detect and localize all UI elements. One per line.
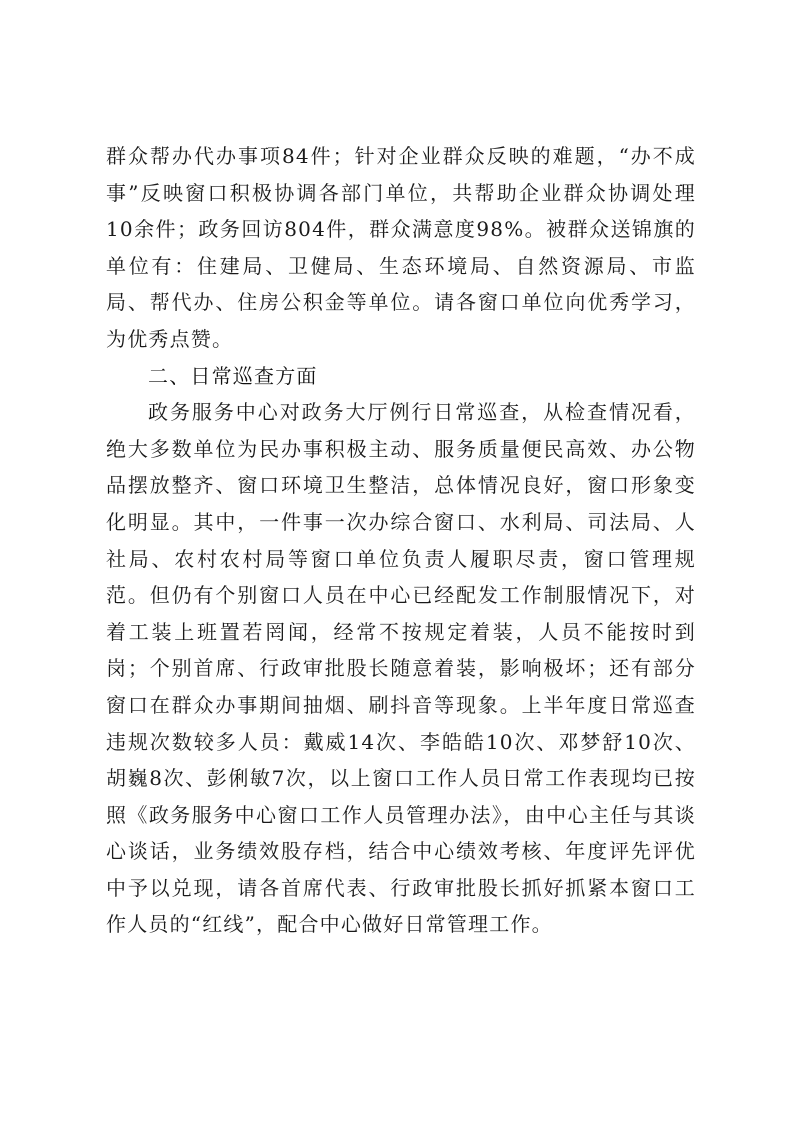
section-heading-daily-inspection: 二、日常巡查方面 — [148, 363, 318, 388]
document-body — [106, 138, 696, 943]
paragraph-daily-inspection: 政务服务中心对政务大厅例行日常巡查，从检查情况看，绝大多数单位为民办事积极主动、服务质量便民高效、办公物品摆放整齐、窗口环境卫生整洁，总体情况良好，窗口形象变化明显。其中，一件事一次办综合窗口、水利局、司法局、人社局、农村农村局等窗口单位负责人履职尽责，窗口管理规范。但仍有个别窗口人员在中心已经配发工作制服情况下，对着工装上班置若罔闻，经常不按规定着装，人员不能按时到岗；个别首席、行政审批股长随意着装，影响极坏；还有部分窗口在群众办事期间抽烟、刷抖音等现象。上半年度日常巡查违规次数较多人员：戴威14次、李皓皓10次、邓梦舒10次、胡巍8次、彭俐敏7次，以上窗口工作人员日常工作表现均已按照《政务服务中心窗口工作人员管理办法》，由中心主任与其谈心谈话，业务绩效股存档，结合中心绩效考核、年度评先评优中予以兑现，请各首席代表、行政审批股长抓好抓紧本窗口工作人员的“红线”，配合中心做好日常管理工作。 — [106, 400, 696, 937]
paragraph-service-summary: 群众帮办代办事项84件；针对企业群众反映的难题，“办不成事”反映窗口积极协调各部门单位，共帮助企业群众协调处理10余件；政务回访804件，群众满意度98%。被群众送锦旗的单位有：住建局、卫健局、生态环境局、自然资源局、市监局、帮代办、住房公积金等单位。请各窗口单位向优秀学习，为优秀点赞。 — [106, 144, 696, 351]
